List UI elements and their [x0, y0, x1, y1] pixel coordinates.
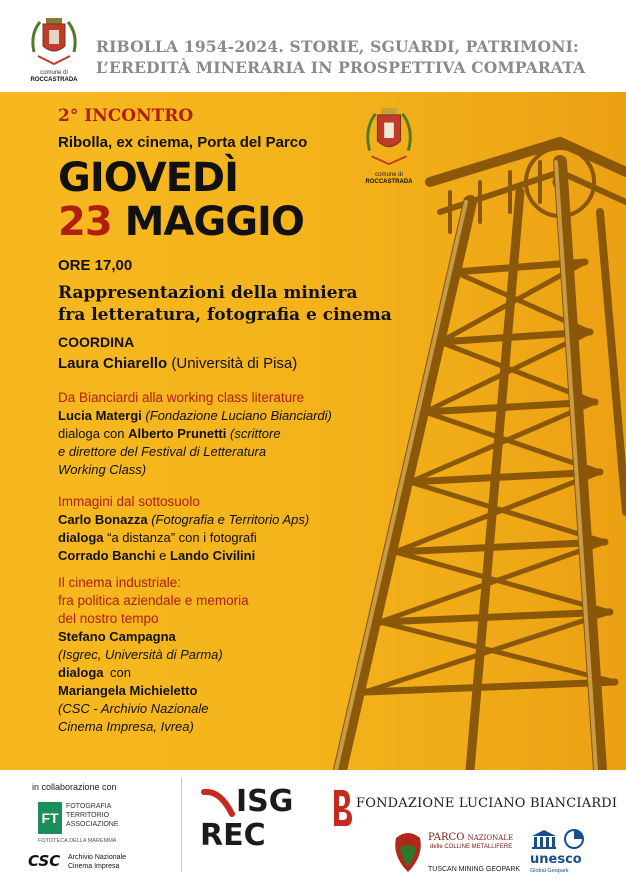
session-title: Il cinema industriale: fra politica aziendale e memoria del nostro tempo [58, 575, 249, 626]
event-day: GIOVEDÌ [58, 155, 239, 201]
event-date [58, 200, 304, 244]
isgrec-logo: ISG REC [200, 784, 294, 853]
parco-colline-metallifere-logo: PARCO NAZIONALE delle COLLINE METALLIFERE TUSCAN MINING GEOPARK [390, 826, 522, 878]
header [0, 0, 626, 92]
event-time: ORE 17,00 [58, 257, 133, 274]
session-sottosuolo: Immagini dal sottosuolo Carlo Bonazza (Fotografia e Territorio Aps) dialoga “a distanza” con i fotografi Corrado Banchi e Lando Civilini [58, 493, 388, 565]
partners-footer [0, 770, 626, 880]
crest-caption: comune di ROCCASTRADA [365, 172, 413, 185]
unesco-temple-icon [530, 828, 592, 850]
event-topic: Rappresentazioni della miniera fra letteratura, fotografia e cinema [58, 283, 392, 325]
session-title: Immagini dal sottosuolo [58, 494, 200, 509]
roccastrada-crest-header [24, 12, 84, 88]
csc-logo: CSC Archivio Nazionale Cinema Impresa [28, 852, 126, 870]
footer-divider [181, 778, 182, 872]
session-cinema: Il cinema industriale: fra politica aziendale e memoria del nostro tempo Stefano Campagna (Isgrec, Università di Parma) dialoga con Mariangela Michieletto (CSC - Archivio Nazionale Cinema Impresa, Ivrea) [58, 574, 388, 736]
main-panel [0, 92, 626, 770]
isgrec-mark-icon [200, 786, 240, 820]
parco-mark-icon [390, 828, 426, 876]
date-number: 23 [58, 199, 112, 245]
series-title: RIBOLLA 1954-2024. STORIE, SGUARDI, PATRIMONI: L’EREDITÀ MINERARIA IN PROSPETTIVA COMPARATA [96, 37, 586, 77]
ft-mark: FT [38, 802, 62, 834]
coordinator: Laura Chiarello (Università di Pisa) [58, 355, 298, 372]
crest-caption: comune di ROCCASTRADA [30, 70, 78, 83]
crest-icon [360, 104, 418, 172]
unesco-geopark-logo: unesco Global Geopark [528, 828, 602, 876]
fondazione-bianciardi-logo: FONDAZIONE LUCIANO BIANCIARDI [330, 788, 620, 832]
session-title: Da Bianciardi alla working class literature [58, 390, 305, 405]
meeting-number: 2° INCONTRO [58, 106, 194, 126]
crest-icon [24, 12, 84, 72]
fotografia-territorio-logo: FT FOTOGRAFIA TERRITORIO ASSOCIAZIONE FOTOTECA DELLA MAREMMA [38, 803, 119, 844]
coordinator-label: COORDINA [58, 334, 135, 350]
collaboration-label: in collaborazione con [32, 782, 117, 792]
fondazione-mark-icon [330, 788, 354, 828]
venue: Ribolla, ex cinema, Porta del Parco [58, 134, 308, 151]
roccastrada-crest-main [360, 104, 418, 192]
date-month: MAGGIO [124, 199, 304, 245]
session-bianciardi: Da Bianciardi alla working class literature Lucia Matergi (Fondazione Luciano Bianciardi) dialoga con Alberto Prunetti (scrittore e direttore del Festival di Letteratura Working Class) [58, 389, 388, 479]
